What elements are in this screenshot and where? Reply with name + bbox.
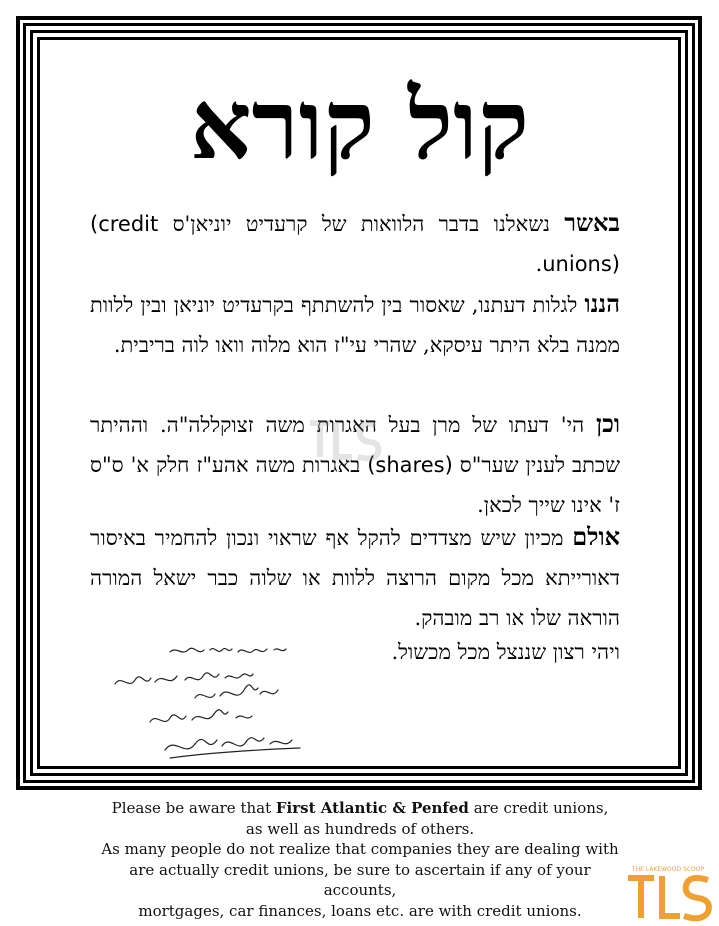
page-title: קול קורא <box>190 68 529 181</box>
paragraph-3-latin: (shares) <box>367 453 453 477</box>
tls-logo-caption: THE LAKEWOOD SCOOP <box>631 866 705 873</box>
paragraph-5-text: ויהי רצון שננצל מכל מכשול. <box>391 640 620 664</box>
paragraph-3-text-before: הי' דעתו של מרן בעל האגרות משה זצוקללה"ה. וההיתר שכתב לענין שער"ס <box>90 413 621 477</box>
paragraph-4-lead: אולם <box>572 522 620 551</box>
paragraph-1 <box>90 203 620 284</box>
footer-line-1-highlight: First Atlantic & Penfed <box>275 799 469 817</box>
footer-line-4: are actually credit unions, be sure to ascertain if any of your accounts, <box>129 860 591 899</box>
footer-line-1-end: are credit unions, <box>468 799 609 817</box>
tls-logo <box>622 862 714 922</box>
paragraph-3-text-after: באגרות משה אהע"ז חלק א' ס"ס ז' אינו שייך לכאן. <box>90 453 620 517</box>
paragraph-4-text: מכיון שיש מצדדים להקל אף שראוי ונכון להחמיר באיסור דאורייתא מכל מקום הרוצה ללוות או שלוה כבר ישאל המורה הוראה שלו או רב מובהק. <box>90 526 620 630</box>
paragraph-1-lead: באשר <box>564 208 620 237</box>
paragraph-1-end: . <box>535 252 543 276</box>
footer-line-1 <box>100 798 620 819</box>
footer-line-2: as well as hundreds of others. <box>245 819 475 838</box>
paragraph-2-lead: הננו <box>584 289 620 318</box>
footer-line-3: As many people do not realize that companies they are dealing with <box>101 840 619 858</box>
footer-line-5: mortgages, car finances, loans etc. are with credit unions. <box>138 901 582 920</box>
paragraph-2-text: לגלות דעתנו, שאסור בין להשתתף בקרעדיט יוניאן ובין ללוות ממנה בלא היתר עיסקא, שהרי עי"ז הוא מלוה וואו לוה בריבית. <box>90 293 620 357</box>
paragraph-1-text: נשאלנו בדבר הלוואות של קרעדיט יוניאן'ס <box>172 212 565 236</box>
watermark-logo <box>300 415 388 465</box>
footer-line-1-start: Please be aware that <box>111 799 276 817</box>
paragraph-3-lead: וכן <box>596 409 620 438</box>
paragraph-4 <box>90 517 620 638</box>
rabbinic-signatures <box>110 640 330 770</box>
paragraph-2 <box>90 284 620 365</box>
paragraph-1-latin: (credit unions) <box>90 212 620 276</box>
footer-notice <box>100 798 620 921</box>
